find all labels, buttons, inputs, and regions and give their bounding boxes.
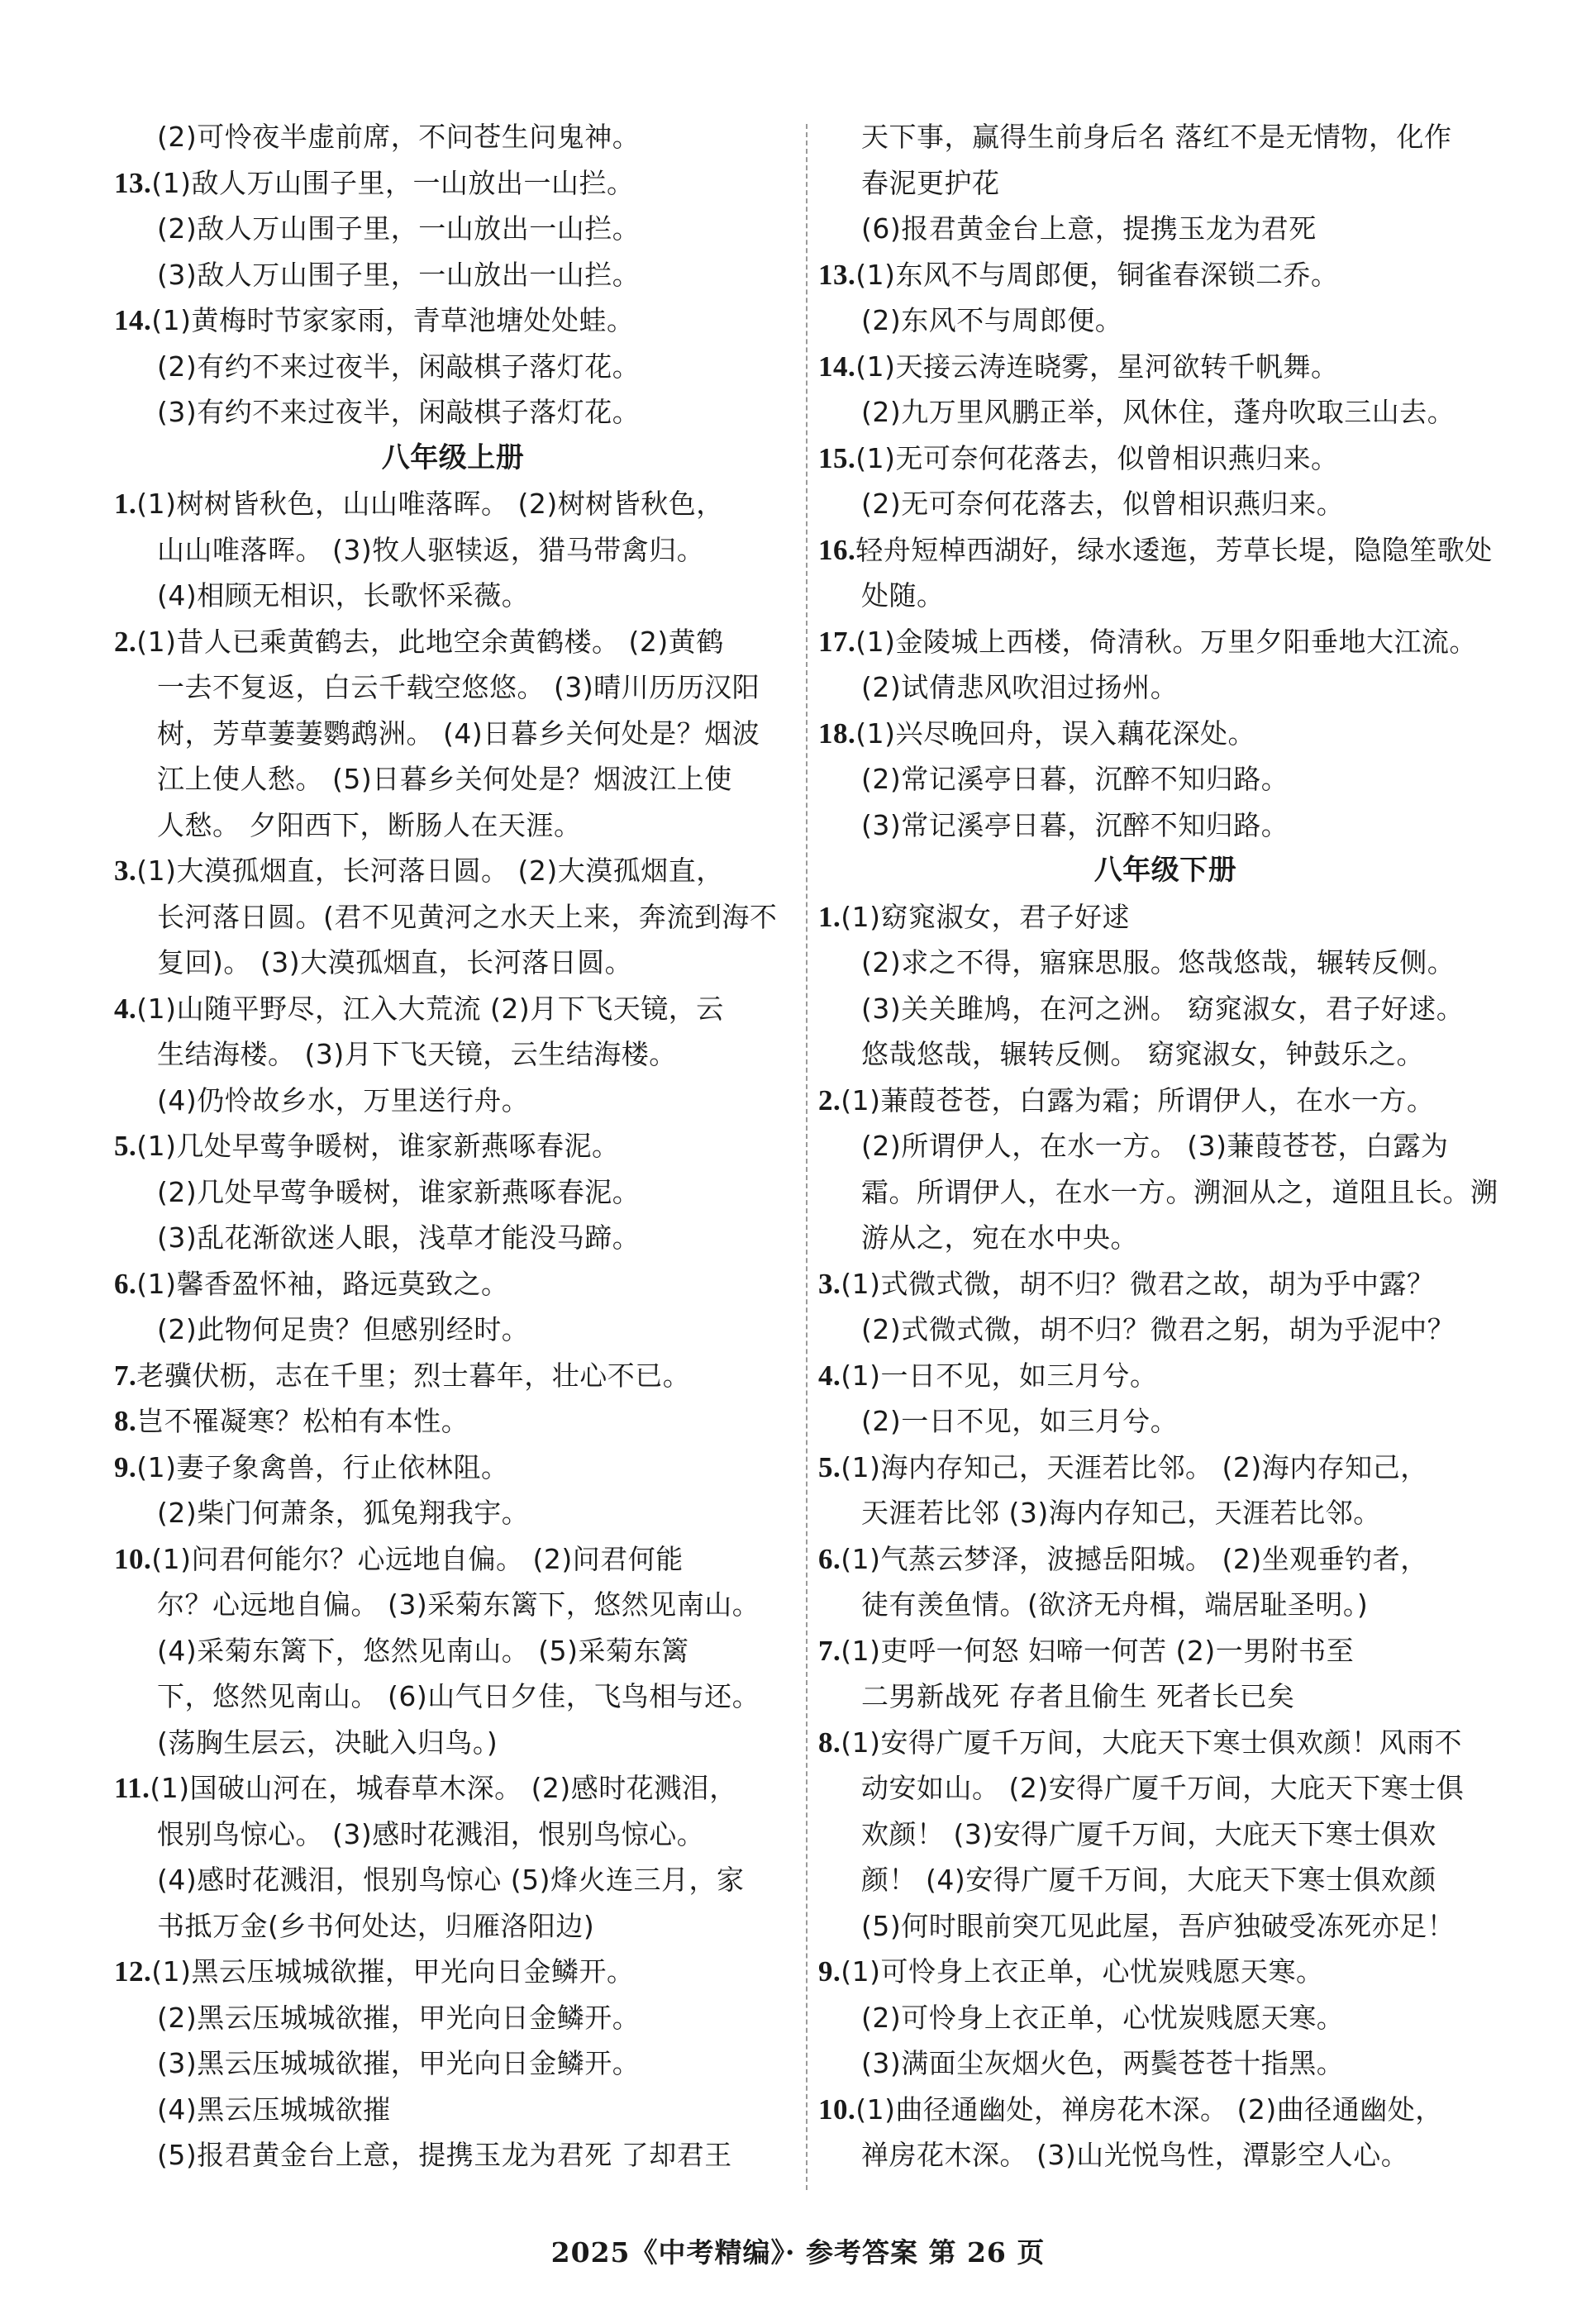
answer-text: (1)几处早莺争暖树，谁家新燕啄春泥。 <box>136 1130 620 1162</box>
answer-text: (2)可怜夜半虚前席，不问苍生问鬼神。 <box>157 121 641 153</box>
answer-line <box>818 802 1513 849</box>
answer-text: (5)何时眼前突兀见此屋，吾庐独破受冻死亦足！ <box>861 1909 1455 1942</box>
answer-text: 天涯若比邻 (3)海内存知己，天涯若比邻。 <box>861 1497 1381 1529</box>
answer-text: 欢颜！ (3)安得广厦千万间，大庇天下寒士俱欢 <box>861 1817 1436 1850</box>
answer-text: 动安如山。 (2)安得广厦千万间，大庇天下寒士俱 <box>861 1772 1465 1804</box>
answer-text: (1)天接云涛连晓雾，星河欲转千帆舞。 <box>855 350 1339 383</box>
answer-line <box>818 1445 1513 1491</box>
answer-line <box>818 160 1513 207</box>
answer-text: (2)有约不来过夜半，闲敲棋子落灯花。 <box>157 350 641 383</box>
answer-text: (1)一日不见，如三月兮。 <box>841 1359 1158 1392</box>
answer-line <box>114 1903 792 1950</box>
question-number: 13. <box>114 166 152 199</box>
answer-text: (2)东风不与周郎便。 <box>861 304 1123 336</box>
question-number: 11. <box>114 1772 150 1804</box>
answer-text: (1)兴尽晚回舟，误入藕花深处。 <box>855 717 1255 750</box>
answer-line <box>818 1398 1513 1445</box>
question-number: 10. <box>114 1542 152 1575</box>
answer-line <box>114 1582 792 1628</box>
question-number: 1. <box>818 900 841 933</box>
answer-text: (1)吏呼一何怒 妇啼一何苦 (2)一男附书至 <box>841 1634 1355 1667</box>
answer-text: (1)馨香盈怀袖，路远莫致之。 <box>136 1267 509 1300</box>
answer-text: (1)黑云压城城欲摧，甲光向日金鳞开。 <box>151 1955 635 1988</box>
answer-text: 人愁。 夕阳西下，断肠人在天涯。 <box>157 808 582 841</box>
answer-text: (3)乱花渐欲迷人眼，浅草才能没马蹄。 <box>157 1221 641 1254</box>
question-number: 12. <box>114 1955 152 1988</box>
answer-text: (1)大漠孤烟直，长河落日圆。 (2)大漠孤烟直， <box>136 855 724 887</box>
answer-text: 轻舟短棹西湖好，绿水逶迤，芳草长堤，隐隐笙歌处 <box>855 533 1493 566</box>
answer-line <box>114 389 792 436</box>
answer-text: (3)满面尘灰烟火色，两鬓苍苍十指黑。 <box>861 2047 1345 2079</box>
question-number: 8. <box>114 1405 137 1437</box>
answer-text: (2)几处早莺争暖树，谁家新燕啄春泥。 <box>157 1175 641 1208</box>
answer-line <box>818 436 1513 482</box>
column-divider <box>806 124 808 2190</box>
answer-text: (1)窈窕淑女，君子好逑 <box>841 900 1130 933</box>
answer-text: 悠哉悠哉，辗转反侧。 窈窕淑女，钟鼓乐之。 <box>861 1038 1424 1070</box>
answer-text: 颜！ (4)安得广厦千万间，大庇天下寒士俱欢颜 <box>861 1864 1436 1896</box>
answer-text: 树，芳草萋萋鹦鹉洲。 (4)日暮乡关何处是？烟波 <box>157 717 760 750</box>
answer-line <box>114 894 792 940</box>
question-number: 8. <box>818 1726 841 1759</box>
answer-text: 恨别鸟惊心。 (3)感时花溅泪，恨别鸟惊心。 <box>157 1817 705 1850</box>
answer-line <box>818 894 1513 940</box>
answer-line <box>818 344 1513 390</box>
answer-line <box>818 940 1513 986</box>
answer-line <box>114 1078 792 1124</box>
answer-text: (4)相顾无相识，长歌怀采薇。 <box>157 579 530 612</box>
page-footer: 2025《中考精编》· 参考答案 第 26 页 <box>550 2236 1046 2269</box>
question-number: 2. <box>818 1083 841 1117</box>
answer-line <box>114 1261 792 1307</box>
answer-text: (1)东风不与周郎便，铜雀春深锁二乔。 <box>855 258 1339 291</box>
answer-line <box>818 114 1513 160</box>
answer-line <box>818 298 1513 344</box>
answer-line <box>114 1995 792 2041</box>
answer-line <box>818 1031 1513 1078</box>
answer-line <box>114 1812 792 1858</box>
question-number: 18. <box>818 717 856 750</box>
answer-text: (荡胸生层云，决眦入归鸟。) <box>157 1726 498 1759</box>
answer-line <box>818 389 1513 436</box>
answer-line <box>818 481 1513 527</box>
answer-text: 尔？心远地自偏。 (3)采菊东篱下，悠然见南山。 <box>157 1588 760 1621</box>
answer-line <box>818 1995 1513 2041</box>
question-number: 5. <box>114 1130 137 1162</box>
answer-text: 霜。所谓伊人，在水一方。溯洄从之，道阻且长。溯 <box>861 1175 1498 1208</box>
answer-line <box>114 1307 792 1353</box>
answer-text: (2)常记溪亭日暮，沉醉不知归路。 <box>861 763 1289 795</box>
answer-text: (2)黑云压城城欲摧，甲光向日金鳞开。 <box>157 2001 641 2034</box>
answer-text: (2)试倩悲风吹泪过扬州。 <box>861 671 1179 703</box>
answer-text: 山山唯落晖。 (3)牧人驱犊返，猎马带禽归。 <box>157 533 705 566</box>
answer-line <box>114 756 792 802</box>
answer-text: 书抵万金(乡书何处达，归雁洛阳边) <box>157 1909 595 1942</box>
answer-line <box>114 848 792 894</box>
question-number: 13. <box>818 258 856 291</box>
answer-text: (2)此物何足贵？但感别经时。 <box>157 1313 530 1345</box>
answer-text: (3)敌人万山围子里，一山放出一山拦。 <box>157 258 641 291</box>
answer-text: (1)敌人万山围子里，一山放出一山拦。 <box>151 166 635 199</box>
answer-line <box>114 1674 792 1720</box>
answer-line <box>818 1307 1513 1353</box>
answer-text: 二男新战死 存者且偷生 死者长已矣 <box>861 1680 1295 1712</box>
answer-text: 复回)。 (3)大漠孤烟直，长河落日圆。 <box>157 946 633 978</box>
answer-text: (4)采菊东篱下，悠然见南山。 (5)采菊东篱 <box>157 1634 689 1667</box>
answer-line <box>818 756 1513 802</box>
answer-line <box>114 1628 792 1674</box>
answer-line <box>818 664 1513 711</box>
answer-line <box>114 344 792 390</box>
answer-line <box>818 711 1513 757</box>
question-number: 7. <box>818 1634 841 1667</box>
answer-line <box>818 1261 1513 1307</box>
answer-line <box>114 527 792 574</box>
question-number: 15. <box>818 441 856 474</box>
answer-text: (2)可怜身上衣正单，心忧炭贱愿天寒。 <box>861 2001 1345 2034</box>
answer-line <box>114 481 792 527</box>
question-number: 5. <box>818 1450 841 1483</box>
question-number: 14. <box>818 350 856 383</box>
answer-line <box>818 527 1513 574</box>
answer-text: (3)关关雎鸠，在河之洲。 窈窕淑女，君子好逑。 <box>861 992 1465 1025</box>
answer-line <box>818 1628 1513 1674</box>
answer-line <box>818 1582 1513 1628</box>
answer-text: (4)黑云压城城欲摧 <box>157 2093 391 2126</box>
answer-text: (2)一日不见，如三月兮。 <box>861 1405 1179 1437</box>
answer-text: (2)九万里风鹏正举，风休住，蓬舟吹取三山去。 <box>861 396 1455 428</box>
answer-line <box>114 1123 792 1169</box>
answer-text: (1)国破山河在，城春草木深。 (2)感时花溅泪， <box>150 1772 737 1804</box>
answer-text: (1)曲径通幽处，禅房花木深。 (2)曲径通幽处， <box>855 2093 1443 2126</box>
answer-line <box>818 1169 1513 1216</box>
answer-line <box>818 573 1513 619</box>
answer-line <box>114 1490 792 1536</box>
answer-line <box>114 1353 792 1399</box>
answer-text: (1)妻子象禽兽，行止依林阻。 <box>136 1450 509 1483</box>
question-number: 2. <box>114 625 137 658</box>
question-number: 3. <box>818 1267 841 1300</box>
answer-line <box>818 1078 1513 1124</box>
answer-line <box>114 206 792 252</box>
answer-line <box>114 160 792 207</box>
answer-line <box>114 2132 792 2178</box>
answer-text: (1)气蒸云梦泽，波撼岳阳城。 (2)坐观垂钓者， <box>841 1542 1428 1575</box>
answer-text: 禅房花木深。 (3)山光悦鸟性，潭影空人心。 <box>861 2139 1409 2171</box>
answer-line <box>114 1398 792 1445</box>
answer-text: (2)求之不得，寤寐思服。悠哉悠哉，辗转反侧。 <box>861 946 1455 978</box>
answer-line <box>114 711 792 757</box>
answer-line <box>818 1765 1513 1812</box>
answer-text: (1)安得广厦千万间，大庇天下寒士俱欢颜！风雨不 <box>841 1726 1462 1759</box>
answer-line <box>114 802 792 849</box>
question-number: 9. <box>818 1955 841 1988</box>
answer-line <box>114 573 792 619</box>
answer-line <box>818 1353 1513 1399</box>
question-number: 9. <box>114 1450 137 1483</box>
answer-line <box>818 1857 1513 1903</box>
answer-text: (1)黄梅时节家家雨，青草池塘处处蛙。 <box>151 304 635 336</box>
answer-text: (1)树树皆秋色，山山唯落晖。 (2)树树皆秋色， <box>136 488 724 520</box>
answer-text: 老骥伏枥，志在千里；烈士暮年，壮心不已。 <box>136 1359 691 1392</box>
answer-text: (1)问君何能尔？心远地自偏。 (2)问君何能 <box>151 1542 684 1575</box>
answer-text: (2)无可奈何花落去，似曾相识燕归来。 <box>861 488 1345 520</box>
answer-text: 下，悠然见南山。 (6)山气日夕佳，飞鸟相与还。 <box>157 1680 760 1712</box>
answer-text: (5)报君黄金台上意，提携玉龙为君死 了却君王 <box>157 2139 732 2171</box>
answer-line <box>818 1536 1513 1583</box>
answer-text: 徒有羡鱼情。(欲济无舟楫，端居耻圣明。) <box>861 1588 1369 1621</box>
answer-text: 游从之，宛在水中央。 <box>861 1221 1138 1254</box>
answer-text: 长河落日圆。(君不见黄河之水天上来，奔流到海不 <box>157 900 778 933</box>
answer-text: 春泥更护花 <box>861 166 1000 199</box>
answer-text: (4)感时花溅泪，恨别鸟惊心 (5)烽火连三月，家 <box>157 1864 745 1896</box>
answer-line <box>818 1123 1513 1169</box>
answer-line <box>114 1031 792 1078</box>
answer-text: (1)无可奈何花落去，似曾相识燕归来。 <box>855 441 1339 474</box>
question-number: 4. <box>818 1359 841 1392</box>
question-number: 6. <box>818 1542 841 1575</box>
answer-line <box>818 1812 1513 1858</box>
answer-line <box>114 1445 792 1491</box>
answer-text: (4)仍怜故乡水，万里送行舟。 <box>157 1083 530 1117</box>
question-number: 14. <box>114 304 152 336</box>
right-column <box>818 114 1513 2178</box>
section-heading: 八年级上册 <box>381 440 525 474</box>
answer-line <box>114 619 792 665</box>
answer-text: (1)金陵城上西楼，倚清秋。万里夕阳垂地大江流。 <box>855 625 1477 658</box>
left-column <box>114 114 792 2178</box>
answer-text: (1)蒹葭苍苍，白露为霜；所谓伊人，在水一方。 <box>841 1083 1435 1117</box>
answer-text: (1)山随平野尽，江入大荒流 (2)月下飞天镜，云 <box>136 992 724 1025</box>
question-number: 4. <box>114 992 137 1025</box>
answer-line <box>818 1903 1513 1950</box>
section-heading: 八年级下册 <box>1093 854 1237 887</box>
answer-text: 一去不复返，白云千载空悠悠。 (3)晴川历历汉阳 <box>157 671 760 703</box>
answer-line <box>114 664 792 711</box>
answer-text: (1)式微式微，胡不归？微君之故，胡为乎中露？ <box>841 1267 1435 1300</box>
answer-line <box>818 1490 1513 1536</box>
question-number: 1. <box>114 488 137 520</box>
answer-line <box>818 1674 1513 1720</box>
answer-line <box>818 2040 1513 2087</box>
answer-line <box>114 298 792 344</box>
question-number: 7. <box>114 1359 137 1392</box>
answer-line <box>114 1720 792 1766</box>
answer-line <box>818 1949 1513 1995</box>
answer-text: (1)可怜身上衣正单，心忧炭贱愿天寒。 <box>841 1955 1324 1988</box>
answer-text: 生结海楼。 (3)月下飞天镜，云生结海楼。 <box>157 1038 677 1070</box>
question-number: 6. <box>114 1267 137 1300</box>
answer-text: (3)黑云压城城欲摧，甲光向日金鳞开。 <box>157 2047 641 2079</box>
answer-text: 岂不罹凝寒？松柏有本性。 <box>136 1405 469 1437</box>
answer-line <box>114 1215 792 1261</box>
answer-text: (2)式微式微，胡不归？微君之躬，胡为乎泥中？ <box>861 1313 1455 1345</box>
answer-line <box>114 252 792 298</box>
answer-text: 江上使人愁。 (5)日暮乡关何处是？烟波江上使 <box>157 763 732 795</box>
answer-line <box>818 1215 1513 1261</box>
answer-line <box>818 986 1513 1032</box>
answer-line <box>818 2132 1513 2178</box>
answer-text: (2)柴门何萧条，狐兔翔我宇。 <box>157 1497 530 1529</box>
answer-line <box>114 986 792 1032</box>
answer-line <box>818 252 1513 298</box>
answer-line <box>114 1536 792 1583</box>
answer-text: (1)海内存知己，天涯若比邻。 (2)海内存知己， <box>841 1450 1428 1483</box>
question-number: 3. <box>114 855 137 887</box>
answer-line <box>114 1857 792 1903</box>
answer-line <box>114 2087 792 2133</box>
answer-line <box>114 1169 792 1216</box>
answer-text: (2)敌人万山围子里，一山放出一山拦。 <box>157 212 641 245</box>
answer-text: (1)昔人已乘黄鹤去，此地空余黄鹤楼。 (2)黄鹤 <box>136 625 724 658</box>
answer-line <box>818 206 1513 252</box>
answer-line <box>114 940 792 986</box>
answer-text: (3)有约不来过夜半，闲敲棋子落灯花。 <box>157 396 641 428</box>
answer-line <box>114 2040 792 2087</box>
answer-text: 天下事，赢得生前身后名 落红不是无情物，化作 <box>861 121 1452 153</box>
question-number: 10. <box>818 2093 856 2126</box>
answer-text: (2)所谓伊人，在水一方。 (3)蒹葭苍苍，白露为 <box>861 1130 1449 1162</box>
answer-line <box>818 619 1513 665</box>
answer-line <box>818 1720 1513 1766</box>
answer-line <box>114 114 792 160</box>
answer-text: 处随。 <box>861 579 945 612</box>
question-number: 16. <box>818 533 856 566</box>
answer-text: (3)常记溪亭日暮，沉醉不知归路。 <box>861 808 1289 841</box>
answer-line <box>818 2087 1513 2133</box>
question-number: 17. <box>818 625 856 658</box>
answer-line <box>114 1765 792 1812</box>
answer-line <box>114 1949 792 1995</box>
answer-text: (6)报君黄金台上意，提携玉龙为君死 <box>861 212 1317 245</box>
